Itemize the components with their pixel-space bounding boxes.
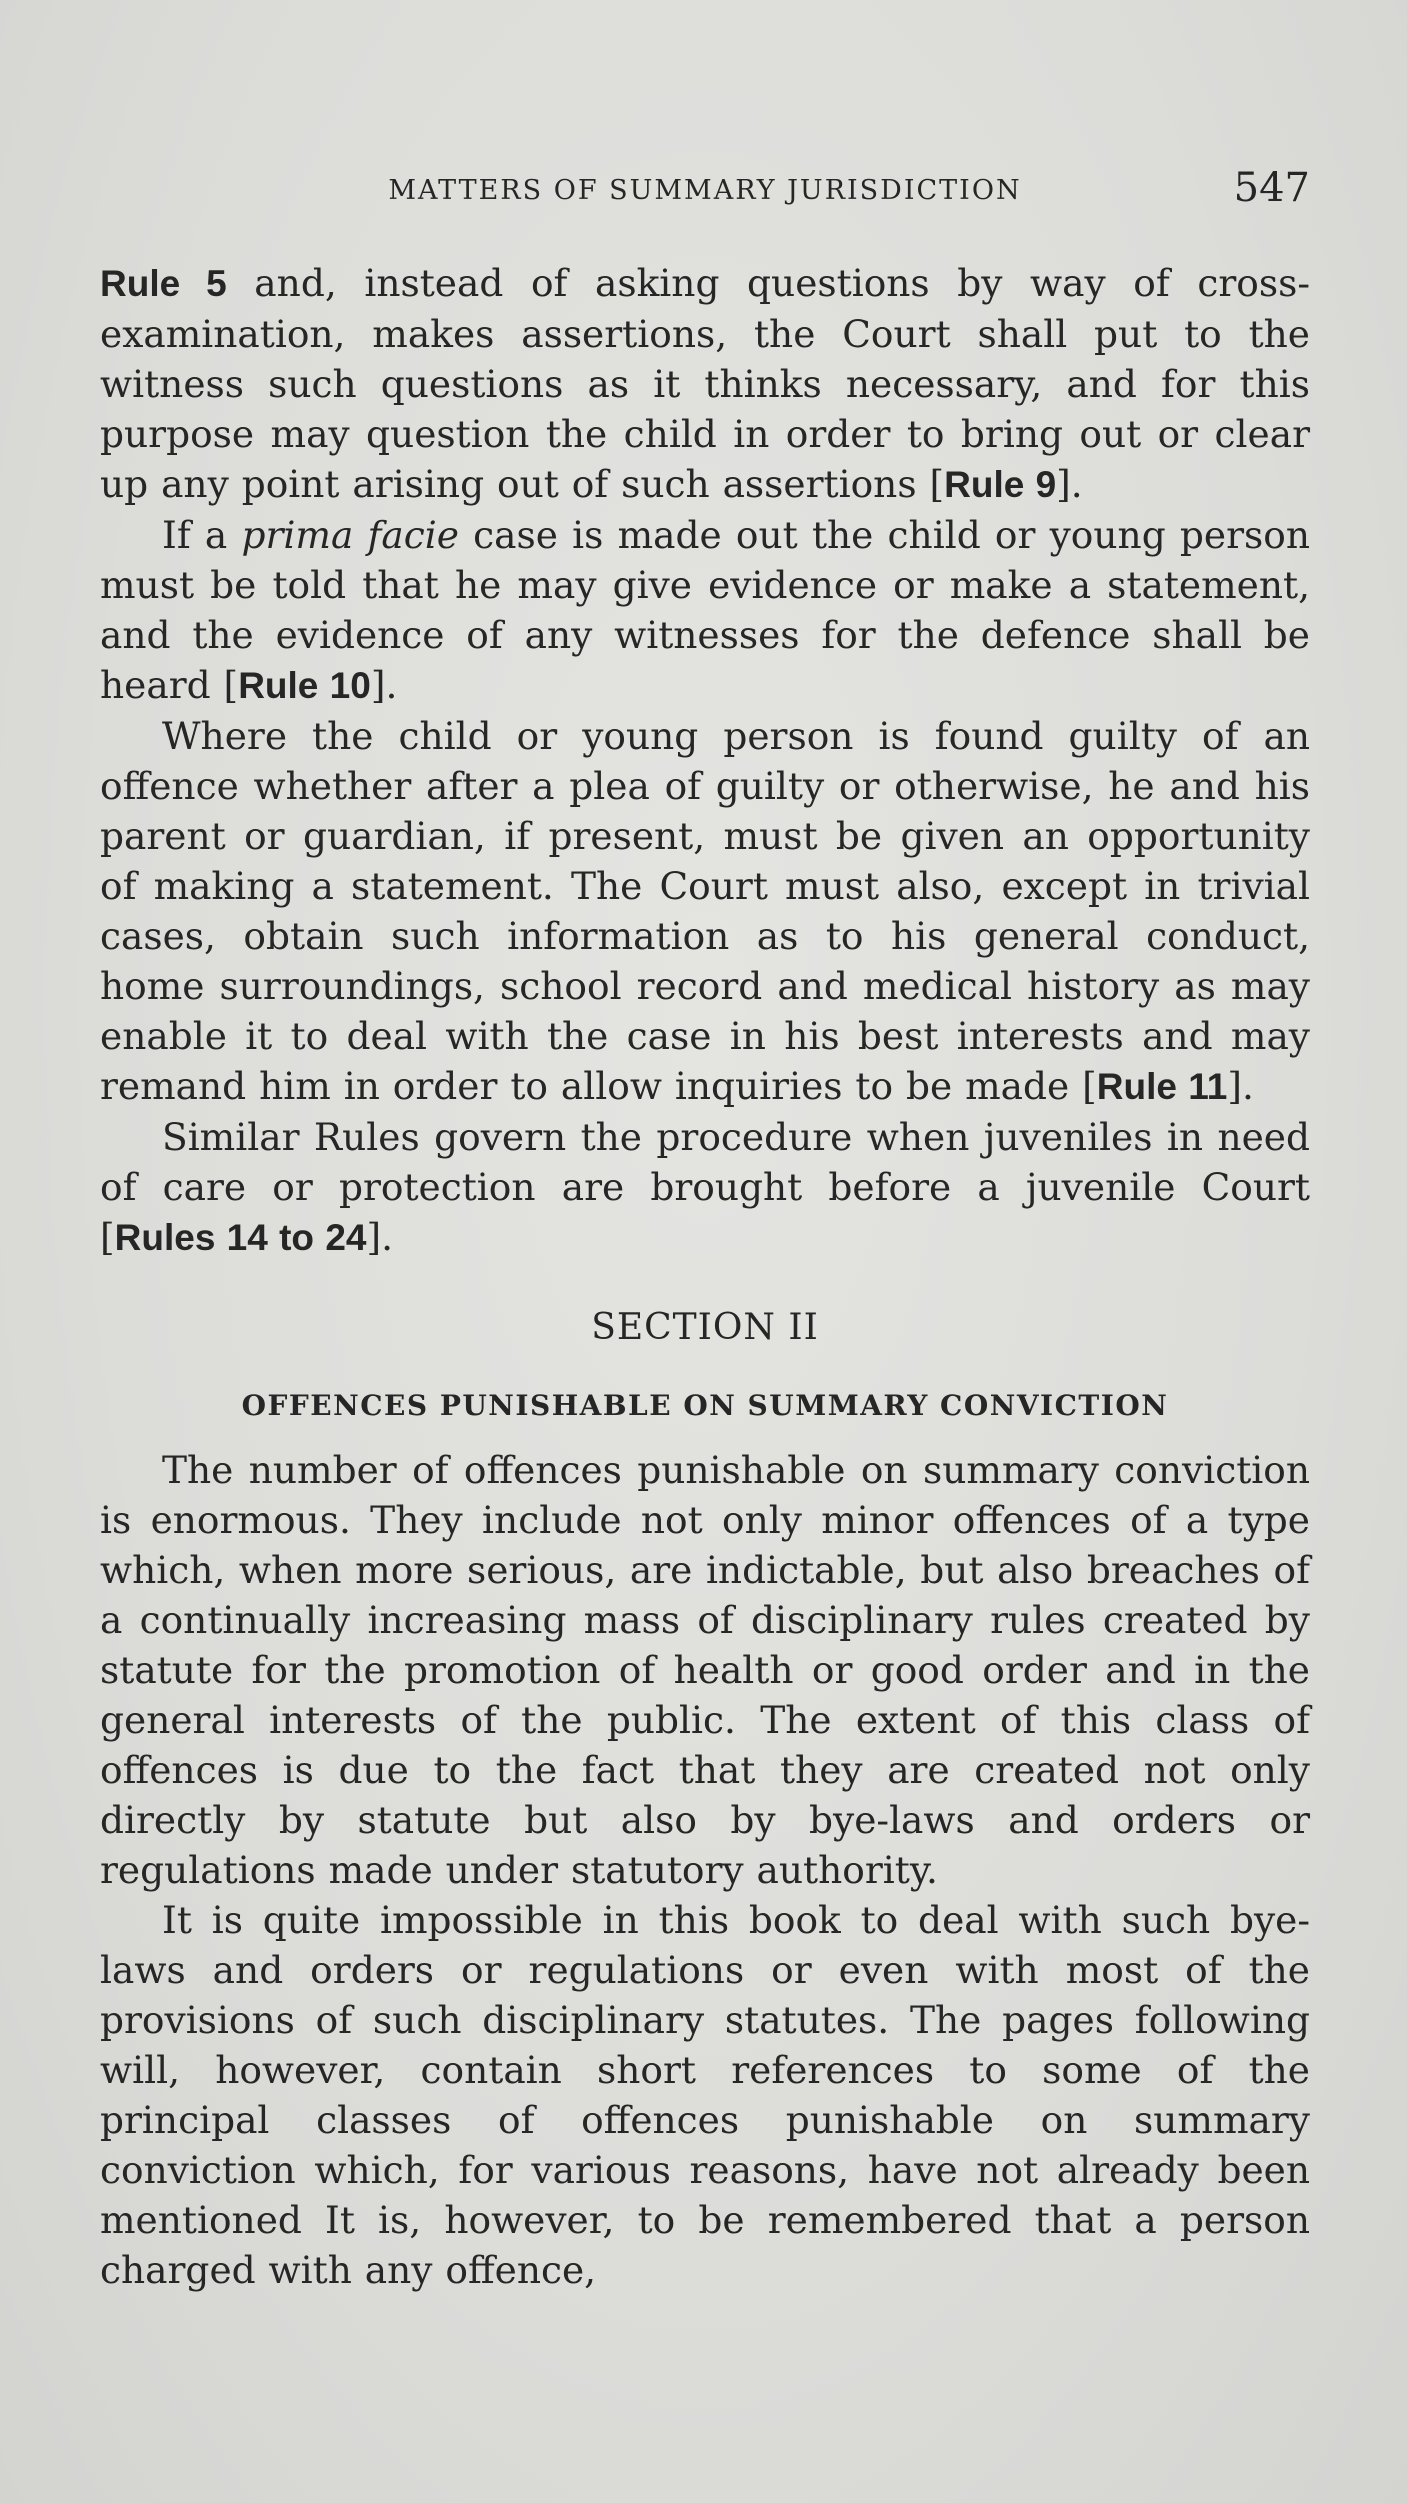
rule-reference: Rules 14 to 24 bbox=[114, 1217, 367, 1258]
text-run: Where the child or young person is found guilty of an offence whether after a plea of guilty or otherwise, he and his parent or guardian, if present, must be given an opportunity of making a statement. The Court must also, except in trivial cases, obtain such information as to his general conduct, home surroundings, school record and medical history as may enable it to deal with the case in his best interests and may remand him in order to allow inquiries to be made [ bbox=[100, 714, 1310, 1108]
text-run: and, instead of asking questions by way of cross-examination, makes assertions, the Court shall put to the witness such questions as it thinks necessary, and for this purpose may question the child in order to bring out or clear up any point arising out of such assertions [ bbox=[100, 261, 1310, 506]
rule-reference: Rule 5 bbox=[100, 263, 227, 304]
text-run: ]. bbox=[366, 1215, 394, 1259]
text-run: ]. bbox=[1056, 462, 1083, 506]
paragraph-6: It is quite impossible in this book to deal with such bye-laws and orders or regulations or even with most of the provisions of such disciplinary statutes. The pages following will, however, contain short references to some of the principal classes of offences punishable on summary conviction which, for various reasons, have not already been mentioned It is, however, to be remembered that a person charged with any offence, bbox=[100, 1898, 1310, 2292]
section-heading: SECTION II bbox=[591, 1307, 819, 1348]
text-run: ]. bbox=[1227, 1064, 1254, 1108]
rule-reference: Rule 11 bbox=[1096, 1066, 1228, 1107]
paragraph-5: The number of offences punishable on summary conviction is enormous. They include not only minor offences of a type which, when more serious, are indictable, but also breaches of a continually increasing mass of disciplinary rules created by statute for the promotion of health or good order and in the general interests of the public. The extent of this class of offences is due to the fact that they are created not only directly by statute but also by bye-laws and orders or regulations made under statutory authority. bbox=[100, 1448, 1310, 1892]
page-number: 547 bbox=[1233, 165, 1310, 211]
body-text bbox=[100, 258, 1310, 2295]
paragraph-4 bbox=[100, 1112, 1310, 1263]
italic-phrase: prima facie bbox=[241, 513, 459, 557]
text-run: case is made out the child or young person must be told that he may give evidence or make a statement, and the evidence of any witnesses for the defence shall be heard [ bbox=[100, 513, 1310, 707]
text-run: ]. bbox=[370, 663, 398, 707]
paragraph-1 bbox=[100, 258, 1310, 510]
running-title: MATTERS OF SUMMARY JURISDICTION bbox=[388, 175, 1022, 206]
rule-reference: Rule 10 bbox=[238, 665, 371, 706]
section-subheading: OFFENCES PUNISHABLE ON SUMMARY CONVICTION bbox=[241, 1389, 1169, 1422]
text-run: Similar Rules govern the procedure when juveniles in need of care or protection are brought before a juvenile Court [ bbox=[100, 1115, 1310, 1259]
paragraph-3 bbox=[100, 711, 1310, 1112]
paragraph-2 bbox=[100, 510, 1310, 711]
running-head bbox=[100, 165, 1310, 215]
rule-reference: Rule 9 bbox=[944, 464, 1057, 505]
text-run: If a bbox=[162, 513, 242, 557]
